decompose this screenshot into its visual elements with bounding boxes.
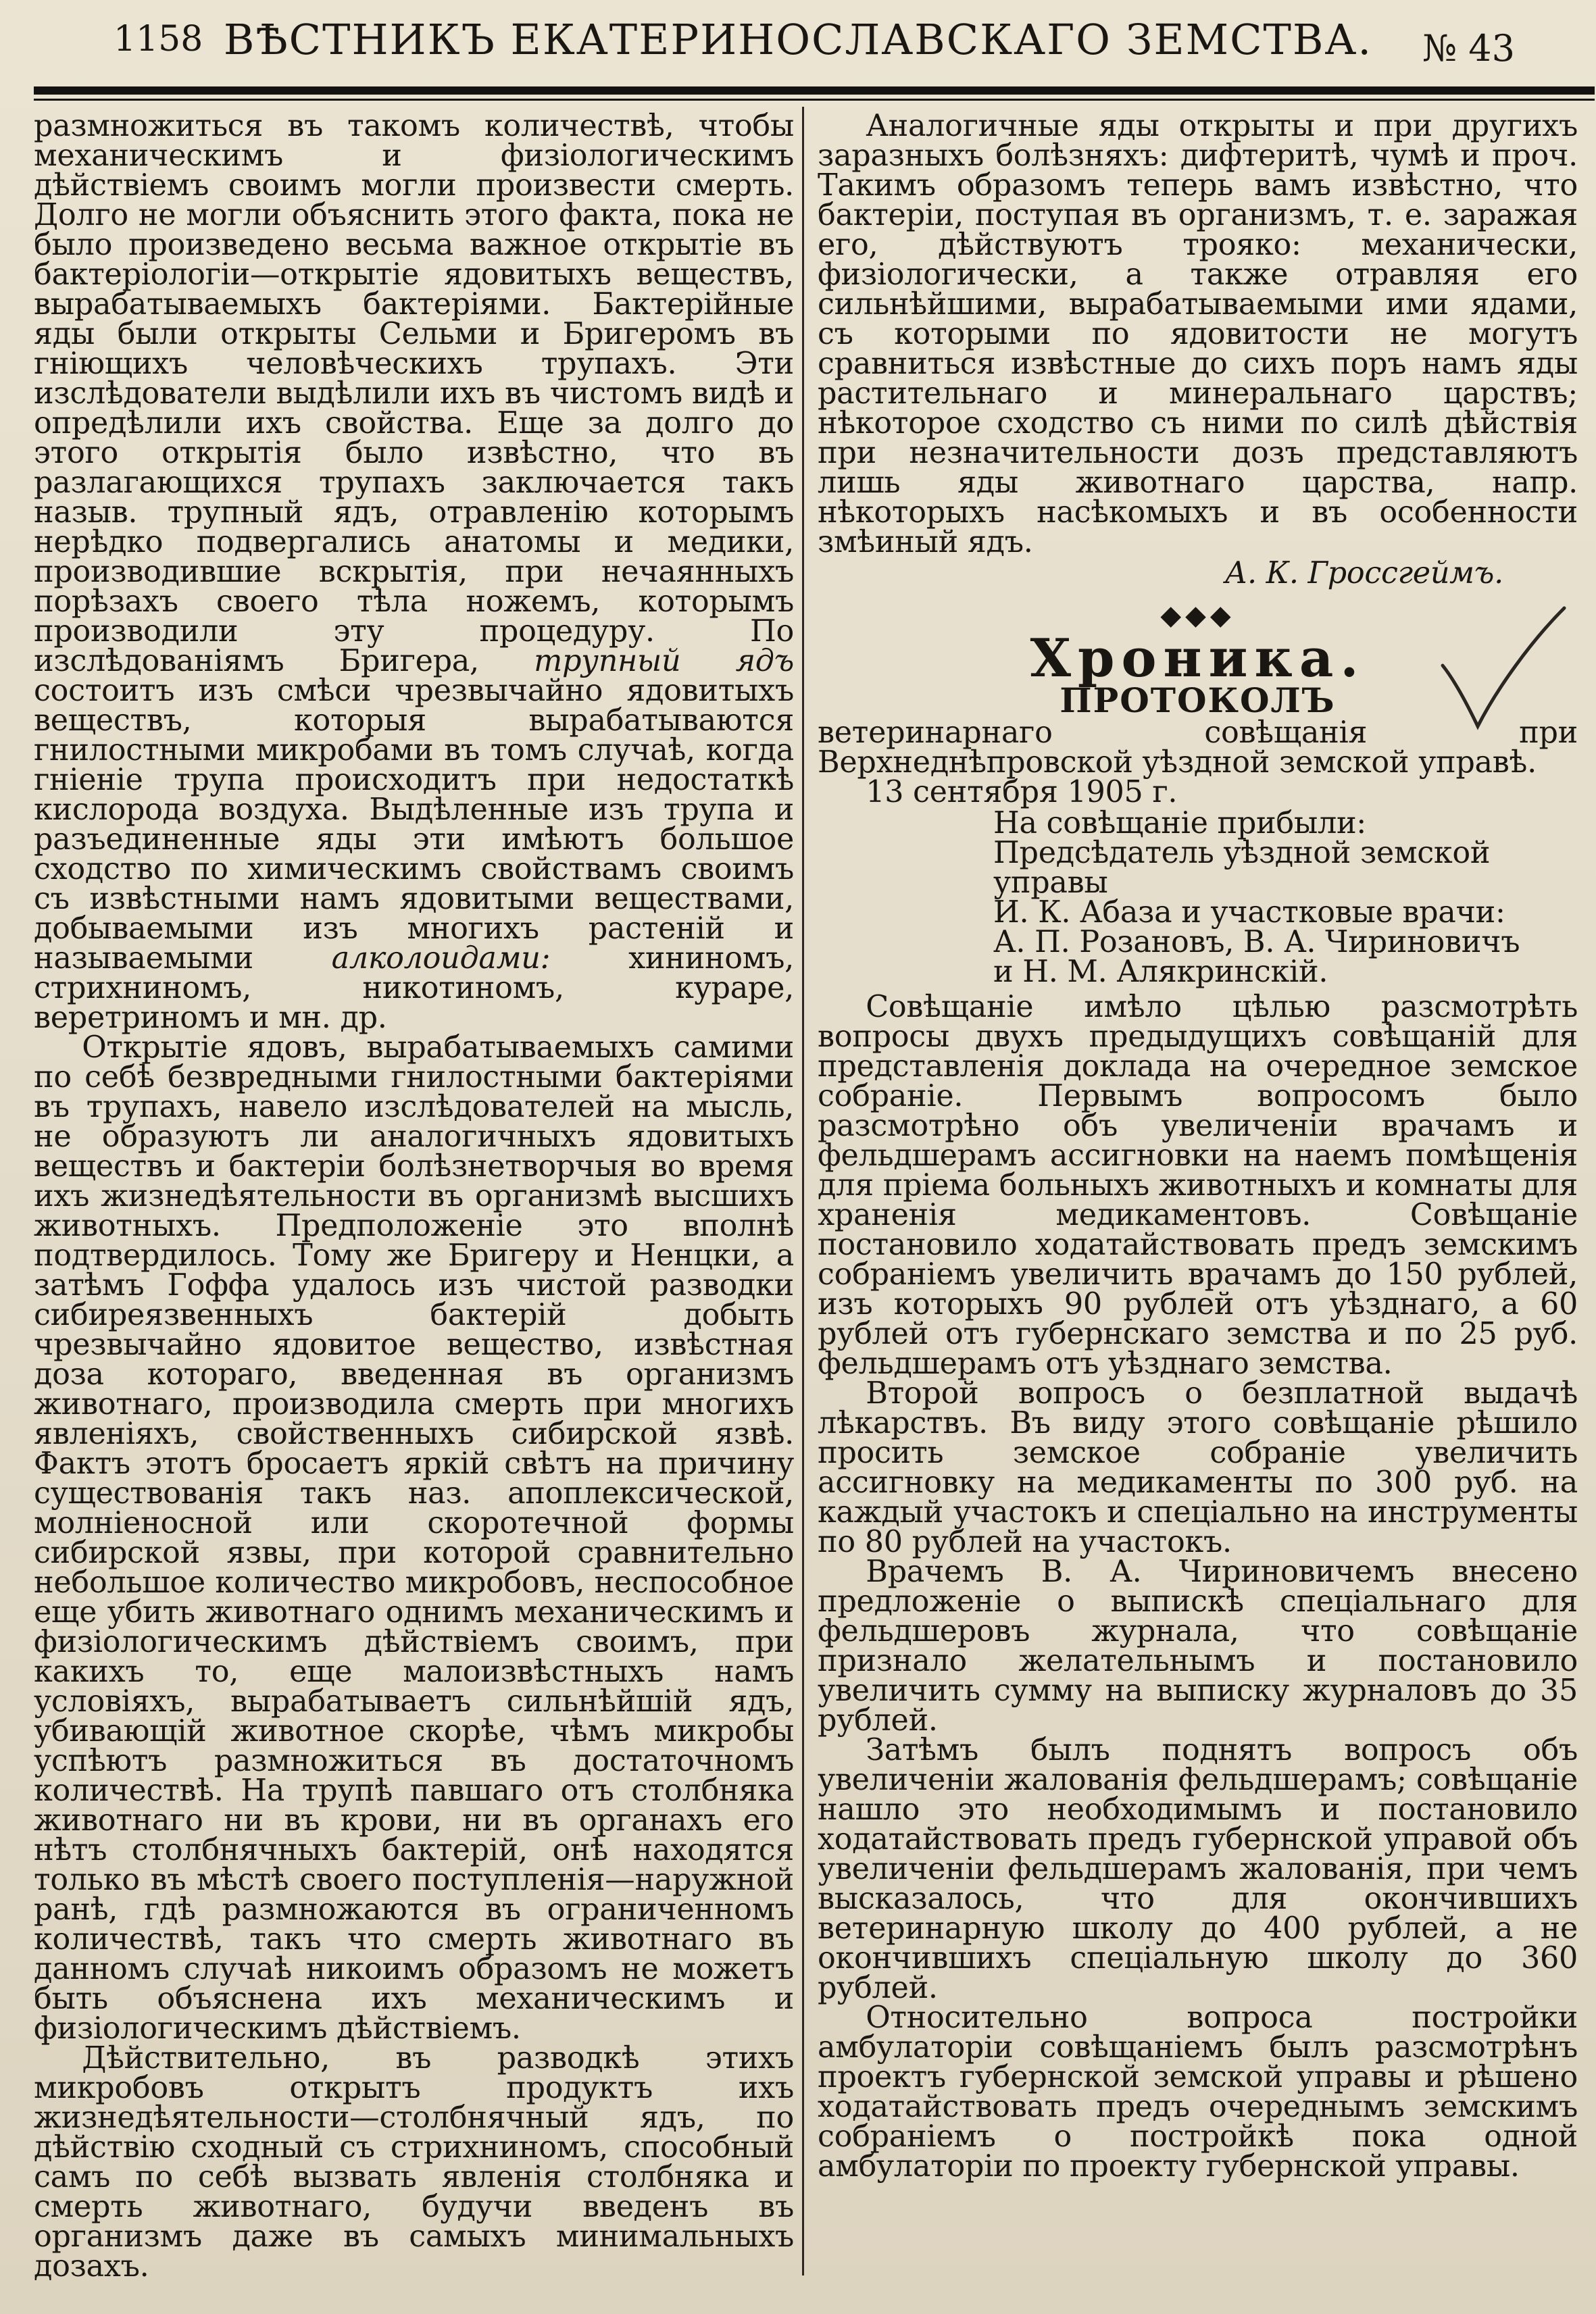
protocol-date: 13 сентября 1905 г. [866, 775, 1178, 809]
italic-term: алколоидами: [331, 941, 551, 976]
page-number: 1158 [114, 19, 203, 59]
handwritten-checkmark-icon [1436, 601, 1571, 736]
right-paragraph-6: Относительно вопроса постройки амбулаторiи совѣщанiемъ былъ разсмотрѣнъ проектъ губернской земской управы и рѣшено ходатайствовать предъ очереднымъ земскимъ собранiемъ о постройкѣ пока одной амбулаторiи по проекту губернской управы. [818, 2001, 1578, 2184]
text-run: размножиться въ такомъ количествѣ, чтобы механическимъ и физiологическимъ дѣйствiемъ своимъ могли произвести смерть. Долго не могли объяснить этого факта, пока не было произведено весьма важное открытiе въ бактерiологiи—открытiе ядовитыхъ веществъ, вырабатываемыхъ бактерiями. Бактерiйные яды были открыты Сельми и Бригеромъ въ гнiющихъ человѣческихъ трупахъ. Эти изслѣдователи выдѣлили ихъ въ чистомъ видѣ и опредѣлили ихъ свойства. Еще за долго до этого открытiя было извѣстно, что въ разлагающихся трупахъ заключается такъ назыв. трупный ядъ, отравленiю которымъ нерѣдко подвергались анатомы и медики, производившие вскрытiя, при нечаянныхъ порѣзахъ своего тѣла ножемъ, которымъ производили эту процедуру. По изслѣдованiямъ Бригера, [34, 111, 794, 678]
right-paragraph-2: Совѣщанiе имѣло цѣлью разсмотрѣть вопросы двухъ предыдущихъ совѣщанiй для представленiя доклада на очередное земское собранiе. Первымъ вопросомъ было разсмотрѣно объ увеличенiи врачамъ и фельдшерамъ ассигновки на наемъ помѣщенiя для прiема больныхъ животныхъ и комнаты для храненiя медикаментовъ. Совѣщанiе постановило ходатайствовать предъ земскимъ собранiемъ увеличить врачамъ до 150 рублей, изъ которыхъ 90 рублей отъ уѣзднаго, а 60 рублей отъ губернскаго земства и по 25 руб. фельдшерамъ отъ уѣзднаго земства. [818, 990, 1578, 1381]
left-paragraph-2: Открытiе ядовъ, вырабатываемыхъ самими по себѣ безвредными гнилостными бактерiями въ трупахъ, навело изслѣдователей на мысль, не образуютъ ли аналогичныхъ ядовитыхъ веществъ и бактерiи болѣзнетворчыя во время ихъ жизнедѣятельности въ организмѣ высшихъ животныхъ. Предположенiе это вполнѣ подтвердилось. Тому же Бригеру и Ненцки, а затѣмъ Гоффа удалось изъ чистой разводки сибиреязвенныхъ бактерiй добыть чрезвычайно ядовитое вещество, извѣстная доза котораго, введенная въ организмъ животнаго, производила смерть при многихъ явленiяхъ, свойственныхъ сибирской язвѣ. Фактъ этотъ бросаетъ яркiй свѣтъ на причину существованiя такъ наз. апоплексической, молнiеносной или скоротечной формы сибирской язвы, при которой сравнительно небольшое количество микробовъ, неспособное еще убить животнаго однимъ механическимъ и физiологическимъ дѣйствiемъ своимъ, при какихъ то, еще малоизвѣстныхъ намъ условiяхъ, вырабатываетъ сильнѣйшiй ядъ, убивающiй животное скорѣе, чѣмъ микробы успѣютъ размножиться въ достаточномъ количествѣ. На трупѣ павшаго отъ столбняка животнаго ни въ крови, ни въ органахъ его нѣтъ столбнячныхъ бактерiй, онѣ находятся только въ мѣстѣ своего поступленiя—наружной ранѣ, гдѣ размножаются въ ограниченномъ количествѣ, такъ что смерть животнаго въ данномъ случаѣ никоимъ образомъ не можетъ быть объяснена ихъ механическимъ и физiологическимъ дѣйствiемъ. [34, 1030, 794, 2046]
left-paragraph-3: Дѣйствительно, въ разводкѣ этихъ микробовъ открытъ продуктъ ихъ жизнедѣятельности—столбнячный ядъ, по дѣйствiю сходный съ стрихниномъ, способный самъ по себѣ вызвать явленiя столбняка и смерть животнаго, будучи введенъ въ организмъ даже въ самыхъ минимальныхъ дозахъ. [34, 2041, 794, 2284]
protocol-subtitle: ветеринарнаго совѣщанiя при Верхнеднѣпровской уѣздной земской управѣ. [818, 715, 1578, 780]
attendees-line: и Н. М. Алякринскiй. [993, 955, 1328, 989]
right-paragraph-1: Аналогичные яды открыты и при другихъ заразныхъ болѣзняхъ: дифтеритѣ, чумѣ и проч. Такимъ образомъ теперь вамъ извѣстно, что бактерiи, поступая въ организмъ, т. е. заражая его, дѣйствуютъ трояко: механически, физiологически, а также отравляя его сильнѣйшими, вырабатываемыми ими ядами, съ которыми по ядовитости не могутъ сравниться извѣстные до сихъ поръ намъ яды растительнаго и минеральнаго царствъ; нѣкоторое сходство съ ними по силѣ дѣйствiя при незначительности дозъ представляютъ лишь яды животнаго царства, напр. нѣкоторыхъ насѣкомыхъ и въ особенности змѣиный ядъ. [818, 111, 1578, 559]
ornament-divider: ◆◆◆ [1160, 600, 1235, 631]
right-paragraph-5: Затѣмъ былъ поднятъ вопросъ объ увеличенiи жалованiя фельдшерамъ; совѣщанiе нашло это необходимымъ и постановило ходатайствовать предъ губернской управой объ увеличенiи фельдшерамъ жалованiя, при чемъ высказалось, что для окончившихъ ветеринарную школу до 400 рублей, а не окончившихъ спецiальную школу до 360 рублей. [818, 1733, 1578, 2005]
italic-term: трупный ядъ [534, 644, 794, 678]
attendees-list [818, 806, 1578, 989]
header-rule-thick [34, 86, 1595, 95]
text-run: хининомъ, стрихниномъ, никотиномъ, кураре, веретриномъ и мн. др. [34, 941, 794, 1035]
right-paragraph-3: Второй вопросъ о безплатной выдачѣ лѣкарствъ. Въ виду этого совѣщанiе рѣшило просить земское собранiе увеличить ассигновку на медикаменты по 300 руб. на каждый участокъ и спецiально на инструменты по 80 рублей на участокъ. [818, 1376, 1578, 1559]
right-paragraph-4: Врачемъ В. А. Чириновичемъ внесено предложенiе о выпискѣ спецiальнаго для фельдшеровъ журнала, что совѣщанiе признало желательнымъ и постановило увеличить сумму на выписку журналовъ до 35 рублей. [818, 1555, 1578, 1738]
right-column [818, 111, 1578, 2300]
author-signature: А. К. Гроссгеймъ. [1224, 556, 1503, 590]
section-title: Хроника. [1030, 628, 1366, 689]
left-paragraph-1 [34, 111, 794, 1033]
attendees-line: А. П. Розановъ, В. А. Чириновичъ [993, 925, 1520, 959]
page-header [0, 0, 1596, 95]
left-column [34, 111, 794, 2300]
attendees-line: И. К. Абаза и участковые врачи: [993, 895, 1505, 930]
journal-title: ВѢСТНИКЪ ЕКАТЕРИНОСЛАВСКАГО ЗЕМСТВА. [223, 15, 1373, 64]
protocol-title: ПРОТОКОЛЪ [1059, 680, 1336, 720]
text-run: состоитъ изъ смѣси чрезвычайно ядовитыхъ веществъ, которыя вырабатываются гнилостными микробами въ томъ случаѣ, когда гнiенiе трупа происходитъ при недостаткѣ кислорода воздуха. Выдѣленные изъ трупа и разъединенные яды эти имѣютъ большое сходство по химическимъ свойствамъ своимъ съ извѣстными намъ ядовитыми веществами, добываемыми изъ многихъ растенiй и называемыми [34, 674, 794, 976]
header-rule-thin [34, 99, 1595, 101]
issue-number: № 43 [1422, 27, 1515, 70]
column-divider [802, 107, 804, 2275]
attendees-line: На совѣщанiе прибыли: Предсѣдатель уѣздной земской управы [993, 806, 1491, 900]
